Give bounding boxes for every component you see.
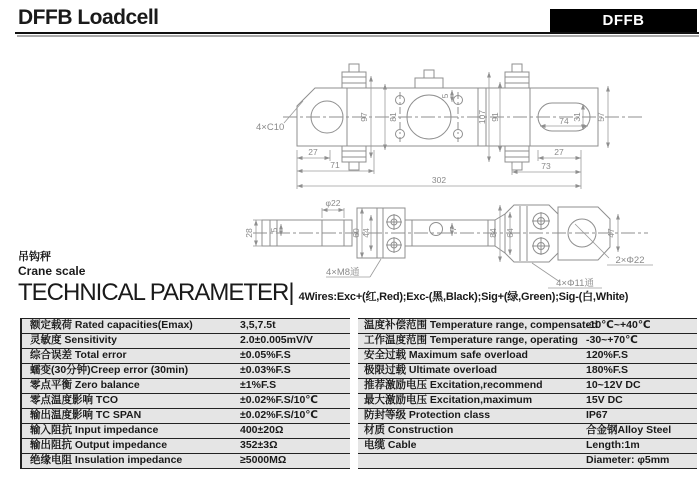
param-label: 额定载荷 Rated capacities(Emax) — [30, 319, 193, 331]
dim-81: 81 — [388, 112, 398, 122]
dim-73: 73 — [541, 161, 551, 171]
screw-clamp-top-right — [505, 64, 529, 88]
side-view-dimensions — [256, 72, 608, 189]
param-label: 输出温度影响 TC SPAN — [30, 409, 142, 421]
param-value: 120%F.S — [586, 349, 629, 361]
parameter-table-right — [358, 318, 697, 469]
param-label: 综合误差 Total error — [30, 349, 127, 361]
model-badge: DFFB — [550, 9, 697, 32]
param-label: 安全过载 Maximum safe overload — [364, 349, 528, 361]
param-label: 推荐激励电压 Excitation,recommend — [364, 379, 543, 391]
left-mounting-hole — [311, 101, 343, 133]
table-row — [358, 349, 697, 364]
dim-phi22: φ22 — [325, 198, 341, 208]
page-title: DFFB Loadcell — [18, 6, 159, 29]
param-value: ±0.03%F.S — [240, 364, 291, 376]
param-value: -10℃~+40℃ — [586, 319, 651, 331]
table-row — [22, 349, 350, 364]
param-value: Diameter: φ5mm — [586, 454, 670, 466]
table-row — [22, 454, 350, 469]
cable-hole — [430, 223, 443, 236]
table-row — [22, 409, 350, 424]
param-value: 15V DC — [586, 394, 623, 406]
phi11-callout: 4×Φ11通 — [556, 278, 594, 289]
param-value: 2.0±0.005mV/V — [240, 334, 313, 346]
dim-74: 74 — [559, 116, 569, 126]
dim-57: 57 — [596, 112, 606, 122]
param-label: 温度补偿范围 Temperature range, compensated — [364, 319, 598, 331]
section-heading: TECHNICAL PARAMETER| — [18, 279, 294, 306]
dim-302: 302 — [431, 175, 447, 185]
table-row — [358, 334, 697, 349]
table-row — [22, 394, 350, 409]
param-value: ±0.02%F.S/10℃ — [240, 394, 319, 406]
dim-27-right: 27 — [554, 147, 564, 157]
dim-44: 44 — [361, 228, 371, 238]
phi22x2-callout: 2×Φ22 — [615, 255, 645, 266]
section-intro — [18, 250, 628, 305]
top-tab — [415, 78, 443, 88]
screw-clamp-top-left — [342, 64, 366, 88]
end-slot — [538, 103, 590, 131]
header-divider-shadow — [17, 35, 699, 37]
table-row — [358, 319, 697, 334]
param-value: ±1%F.S — [240, 379, 277, 391]
phi22-hole — [568, 219, 596, 247]
dim-5-step: 5 — [269, 227, 279, 233]
m8-callout: 4×M8通 — [326, 267, 360, 278]
param-value: 352±3Ω — [240, 439, 278, 451]
header-divider — [15, 32, 699, 34]
heading-row — [18, 281, 628, 305]
param-value: -30~+70℃ — [586, 334, 638, 346]
table-row — [22, 334, 350, 349]
product-name-cn: 吊钩秤 — [18, 251, 51, 263]
param-value: ±0.05%F.S — [240, 349, 291, 361]
screw-clamp-bottom-right — [505, 146, 529, 170]
param-value: 10~12V DC — [586, 379, 641, 391]
param-value: 180%F.S — [586, 364, 629, 376]
dim-27-left: 27 — [308, 147, 318, 157]
dim-31: 31 — [572, 112, 582, 122]
table-row — [22, 424, 350, 439]
table-row — [22, 364, 350, 379]
dim-60: 60 — [351, 228, 361, 238]
table-row — [358, 424, 697, 439]
param-value: 合金钢Alloy Steel — [586, 424, 672, 436]
param-label: 电缆 Cable — [364, 439, 417, 451]
param-label: 零点温度影响 TCO — [30, 394, 119, 406]
table-row — [358, 409, 697, 424]
table-row — [22, 379, 350, 394]
dim-7: 7 — [448, 226, 458, 232]
side-view-drawing — [256, 64, 645, 189]
left-shaft — [262, 220, 352, 246]
param-label: 工作温度范围 Temperature range, operating — [364, 334, 578, 346]
param-value: 3,5,7.5t — [240, 319, 276, 331]
param-label: 防封等级 Protection class — [364, 409, 491, 421]
param-label: 零点平衡 Zero balance — [30, 379, 140, 391]
param-label: 极限过载 Ultimate overload — [364, 364, 498, 376]
param-label: 输入阻抗 Input impedance — [30, 424, 159, 436]
product-name-en: Crane scale — [18, 264, 86, 278]
dim-64: 64 — [505, 228, 515, 238]
table-row — [22, 439, 350, 454]
param-value: IP67 — [586, 409, 608, 421]
table-row — [358, 454, 697, 469]
dim-84: 84 — [488, 228, 498, 238]
param-label: 最大激励电压 Excitation,maximum — [364, 394, 533, 406]
table-row — [358, 394, 697, 409]
dim-107: 107 — [477, 109, 487, 125]
param-value: ≥5000MΩ — [240, 454, 287, 466]
param-label: 灵敏度 Sensitivity — [30, 334, 117, 346]
param-label: 蠕变(30分钟)Creep error (30min) — [30, 364, 189, 376]
table-row — [22, 319, 350, 334]
middle-shaft — [405, 220, 495, 246]
phi11-bolt-holes — [532, 212, 550, 255]
param-value: 400±20Ω — [240, 424, 284, 436]
parameter-table-left — [20, 318, 350, 469]
dim-97: 97 — [359, 112, 369, 122]
parameter-table — [20, 318, 697, 469]
screw-clamp-bottom-left — [342, 146, 366, 170]
param-label — [358, 454, 586, 468]
param-value: ±0.02%F.S/10℃ — [240, 409, 319, 421]
dim-71: 71 — [330, 160, 340, 170]
dim-91: 91 — [490, 112, 500, 122]
chamfer-callout: 4×C10 — [256, 122, 285, 133]
param-label: 材质 Construction — [364, 424, 454, 436]
param-value: Length:1m — [586, 439, 640, 451]
dim-28: 28 — [244, 228, 254, 238]
table-row — [358, 379, 697, 394]
m8-bolt-holes — [386, 214, 402, 253]
table-row — [358, 364, 697, 379]
param-label: 输出阻抗 Output impedance — [30, 439, 168, 451]
center-bore — [407, 95, 451, 139]
param-label: 绝缘电阻 Insulation impedance — [30, 454, 183, 466]
table-row — [358, 439, 697, 454]
dim-5-tab: 5 — [440, 93, 450, 99]
wiring-note: 4Wires:Exc+(红,Red);Exc-(黑,Black);Sig+(绿,Green);Sig-(白,White) — [298, 291, 629, 303]
dim-47: 47 — [606, 228, 616, 238]
loadcell-body-outline — [297, 88, 598, 146]
